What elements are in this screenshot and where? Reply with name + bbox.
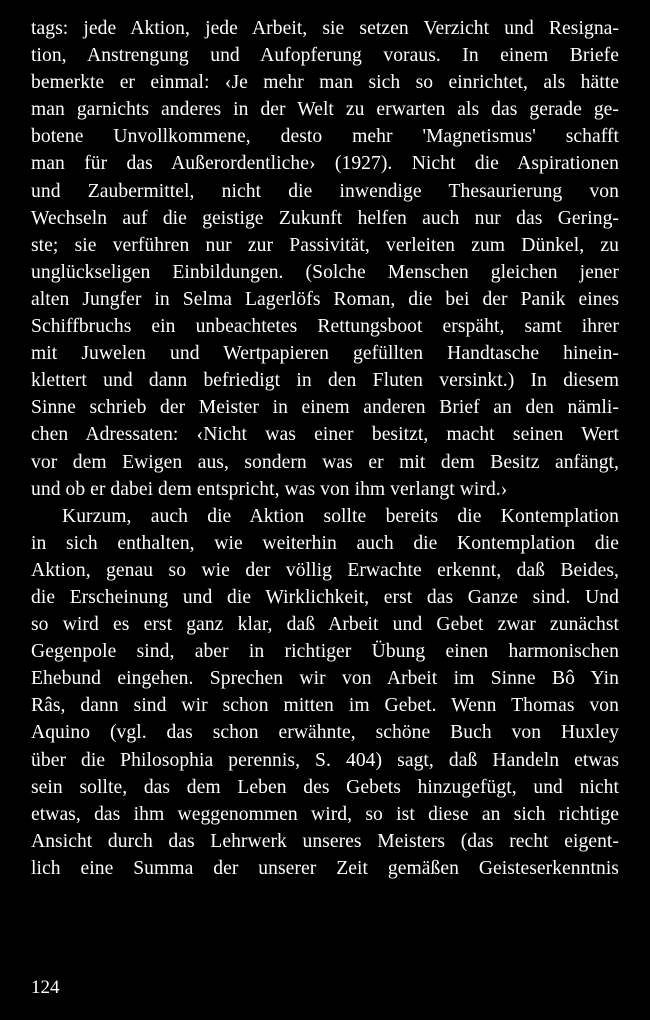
text-line: die Erscheinung und die Wirklichkeit, erst das Ganze sind. Und bbox=[31, 586, 619, 608]
text-line: mit Juwelen und Wertpapieren gefüllten Handtasche hinein- bbox=[31, 343, 619, 365]
text-line: tion, Anstrengung und Aufopferung voraus. In einem Briefe bbox=[31, 45, 619, 67]
text-line: in sich enthalten, wie weiterhin auch die Kontemplation die bbox=[31, 532, 619, 554]
text-line: Râs, dann sind wir schon mitten im Gebet. Wenn Thomas von bbox=[31, 695, 619, 717]
text-line: alten Jungfer in Selma Lagerlöfs Roman, die bei der Panik eines bbox=[31, 288, 619, 310]
text-line: etwas, das ihm weggenommen wird, so ist diese an sich richtige bbox=[31, 803, 619, 825]
text-line: und Zaubermittel, nicht die inwendige Thesaurierung von bbox=[31, 180, 619, 202]
text-line: und ob er dabei dem entspricht, was von ihm verlangt wird.› bbox=[31, 478, 508, 500]
text-line: vor dem Ewigen aus, sondern was er mit dem Besitz anfängt, bbox=[31, 451, 619, 473]
text-line: Wechseln auf die geistige Zukunft helfen auch nur das Gering- bbox=[31, 207, 619, 229]
text-line: man für das Außerordentliche› (1927). Nicht die Aspirationen bbox=[31, 153, 619, 175]
text-line: klettert und dann befriedigt in den Fluten versinkt.) In diesem bbox=[31, 370, 619, 392]
text-line: man garnichts anderes in der Welt zu erwarten als das gerade ge- bbox=[31, 99, 619, 121]
text-line: Aquino (vgl. das schon erwähnte, schöne Buch von Huxley bbox=[31, 722, 619, 744]
text-line: unglückseligen Einbildungen. (Solche Menschen gleichen jener bbox=[31, 261, 619, 283]
body-text bbox=[31, 15, 619, 882]
text-line: lich eine Summa der unserer Zeit gemäßen Geisteserkenntnis bbox=[31, 857, 619, 879]
text-line: chen Adressaten: ‹Nicht was einer besitzt, macht seinen Wert bbox=[31, 424, 619, 446]
text-line: Ehebund eingehen. Sprechen wir von Arbeit im Sinne Bô Yin bbox=[31, 668, 619, 690]
text-line: botene Unvollkommene, desto mehr 'Magnetismus' schafft bbox=[31, 126, 619, 148]
text-line: so wird es erst ganz klar, daß Arbeit und Gebet zwar zunächst bbox=[31, 614, 619, 636]
text-line: ste; sie verführen nur zur Passivität, verleiten zum Dünkel, zu bbox=[31, 234, 619, 256]
text-line: über die Philosophia perennis, S. 404) sagt, daß Handeln etwas bbox=[31, 749, 619, 771]
text-line-paragraph-start: Kurzum, auch die Aktion sollte bereits die Kontemplation bbox=[62, 505, 619, 527]
text-line: Schiffbruchs ein unbeachtetes Rettungsboot erspäht, samt ihrer bbox=[31, 316, 619, 338]
text-line: sein sollte, das dem Leben des Gebets hinzugefügt, und nicht bbox=[31, 776, 619, 798]
text-line: bemerkte er einmal: ‹Je mehr man sich so einrichtet, als hätte bbox=[31, 72, 619, 94]
page-number: 124 bbox=[31, 977, 60, 998]
text-line: Aktion, genau so wie der völlig Erwachte erkennt, daß Beides, bbox=[31, 559, 619, 581]
text-line: Sinne schrieb der Meister in einem anderen Brief an den nämli- bbox=[31, 397, 619, 419]
text-line: Gegenpole sind, aber in richtiger Übung einen harmonischen bbox=[31, 641, 619, 663]
text-line: Ansicht durch das Lehrwerk unseres Meisters (das recht eigent- bbox=[31, 830, 619, 852]
text-line: tags: jede Aktion, jede Arbeit, sie setzen Verzicht und Resigna- bbox=[31, 18, 619, 39]
